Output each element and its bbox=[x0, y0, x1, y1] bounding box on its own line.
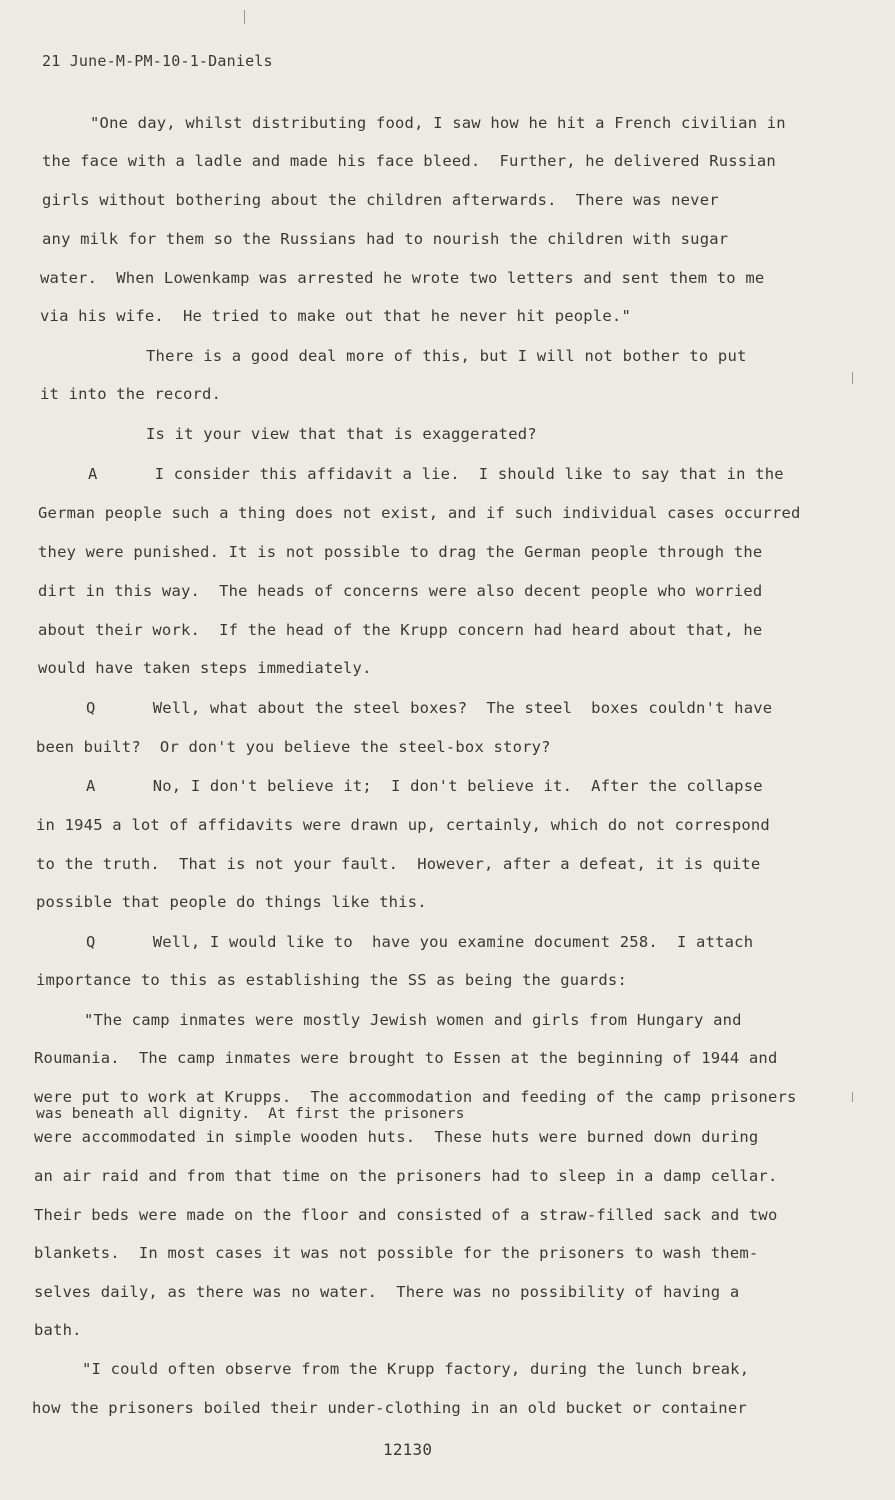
text-line: importance to this as establishing the SS as being the guards: bbox=[36, 971, 627, 989]
text-line: There is a good deal more of this, but I will not bother to put bbox=[146, 347, 747, 365]
text-line: A No, I don't believe it; I don't believe it. After the collapse bbox=[86, 777, 763, 795]
text-line: "The camp inmates were mostly Jewish women and girls from Hungary and bbox=[84, 1011, 742, 1029]
text-line: the face with a ladle and made his face bleed. Further, he delivered Russian bbox=[42, 152, 776, 170]
text-line: Roumania. The camp inmates were brought to Essen at the beginning of 1944 and bbox=[34, 1049, 778, 1067]
text-line: to the truth. That is not your fault. However, after a defeat, it is quite bbox=[36, 855, 761, 873]
text-line: in 1945 a lot of affidavits were drawn up, certainly, which do not correspond bbox=[36, 816, 770, 834]
text-line: girls without bothering about the children afterwards. There was never bbox=[42, 191, 719, 209]
page-header: 21 June-M-PM-10-1-Daniels bbox=[42, 52, 273, 70]
text-line: A I consider this affidavit a lie. I should like to say that in the bbox=[88, 465, 784, 483]
text-line: were put to work at Krupps. The accommodation and feeding of the camp prisoners bbox=[34, 1088, 797, 1106]
text-line: bath. bbox=[34, 1321, 82, 1339]
page-number: 12130 bbox=[383, 1440, 433, 1459]
text-line: dirt in this way. The heads of concerns were also decent people who worried bbox=[38, 582, 763, 600]
text-line: it into the record. bbox=[40, 385, 222, 403]
text-line: selves daily, as there was no water. There was no possibility of having a bbox=[34, 1283, 740, 1301]
paper-mark bbox=[852, 1092, 853, 1102]
text-line: Q Well, what about the steel boxes? The steel boxes couldn't have bbox=[86, 699, 773, 717]
text-line: German people such a thing does not exist, and if such individual cases occurred bbox=[38, 504, 801, 522]
text-line: would have taken steps immediately. bbox=[38, 659, 372, 677]
text-line: blankets. In most cases it was not possible for the prisoners to wash them- bbox=[34, 1244, 759, 1262]
text-line: how the prisoners boiled their under-clothing in an old bucket or container bbox=[32, 1399, 747, 1417]
paper-mark bbox=[244, 10, 245, 24]
text-line: Q Well, I would like to have you examine document 258. I attach bbox=[86, 933, 754, 951]
text-line: Is it your view that that is exaggerated? bbox=[146, 425, 537, 443]
text-line: water. When Lowenkamp was arrested he wrote two letters and sent them to me bbox=[40, 269, 765, 287]
text-line: via his wife. He tried to make out that he never hit people." bbox=[40, 307, 631, 325]
text-line: "One day, whilst distributing food, I saw how he hit a French civilian in bbox=[90, 114, 786, 132]
text-line: Their beds were made on the floor and consisted of a straw-filled sack and two bbox=[34, 1206, 778, 1224]
text-line: were accommodated in simple wooden huts. These huts were burned down during bbox=[34, 1128, 759, 1146]
paper-mark bbox=[852, 372, 853, 384]
text-line: about their work. If the head of the Krupp concern had heard about that, he bbox=[38, 621, 763, 639]
text-line: "I could often observe from the Krupp factory, during the lunch break, bbox=[82, 1360, 750, 1378]
text-line: an air raid and from that time on the prisoners had to sleep in a damp cellar. bbox=[34, 1167, 778, 1185]
text-line: they were punished. It is not possible to drag the German people through the bbox=[38, 543, 763, 561]
text-line: been built? Or don't you believe the steel-box story? bbox=[36, 738, 551, 756]
text-line: possible that people do things like this. bbox=[36, 893, 427, 911]
text-line: any milk for them so the Russians had to nourish the children with sugar bbox=[42, 230, 729, 248]
text-line-inserted: was beneath all dignity. At first the prisoners bbox=[36, 1106, 465, 1122]
